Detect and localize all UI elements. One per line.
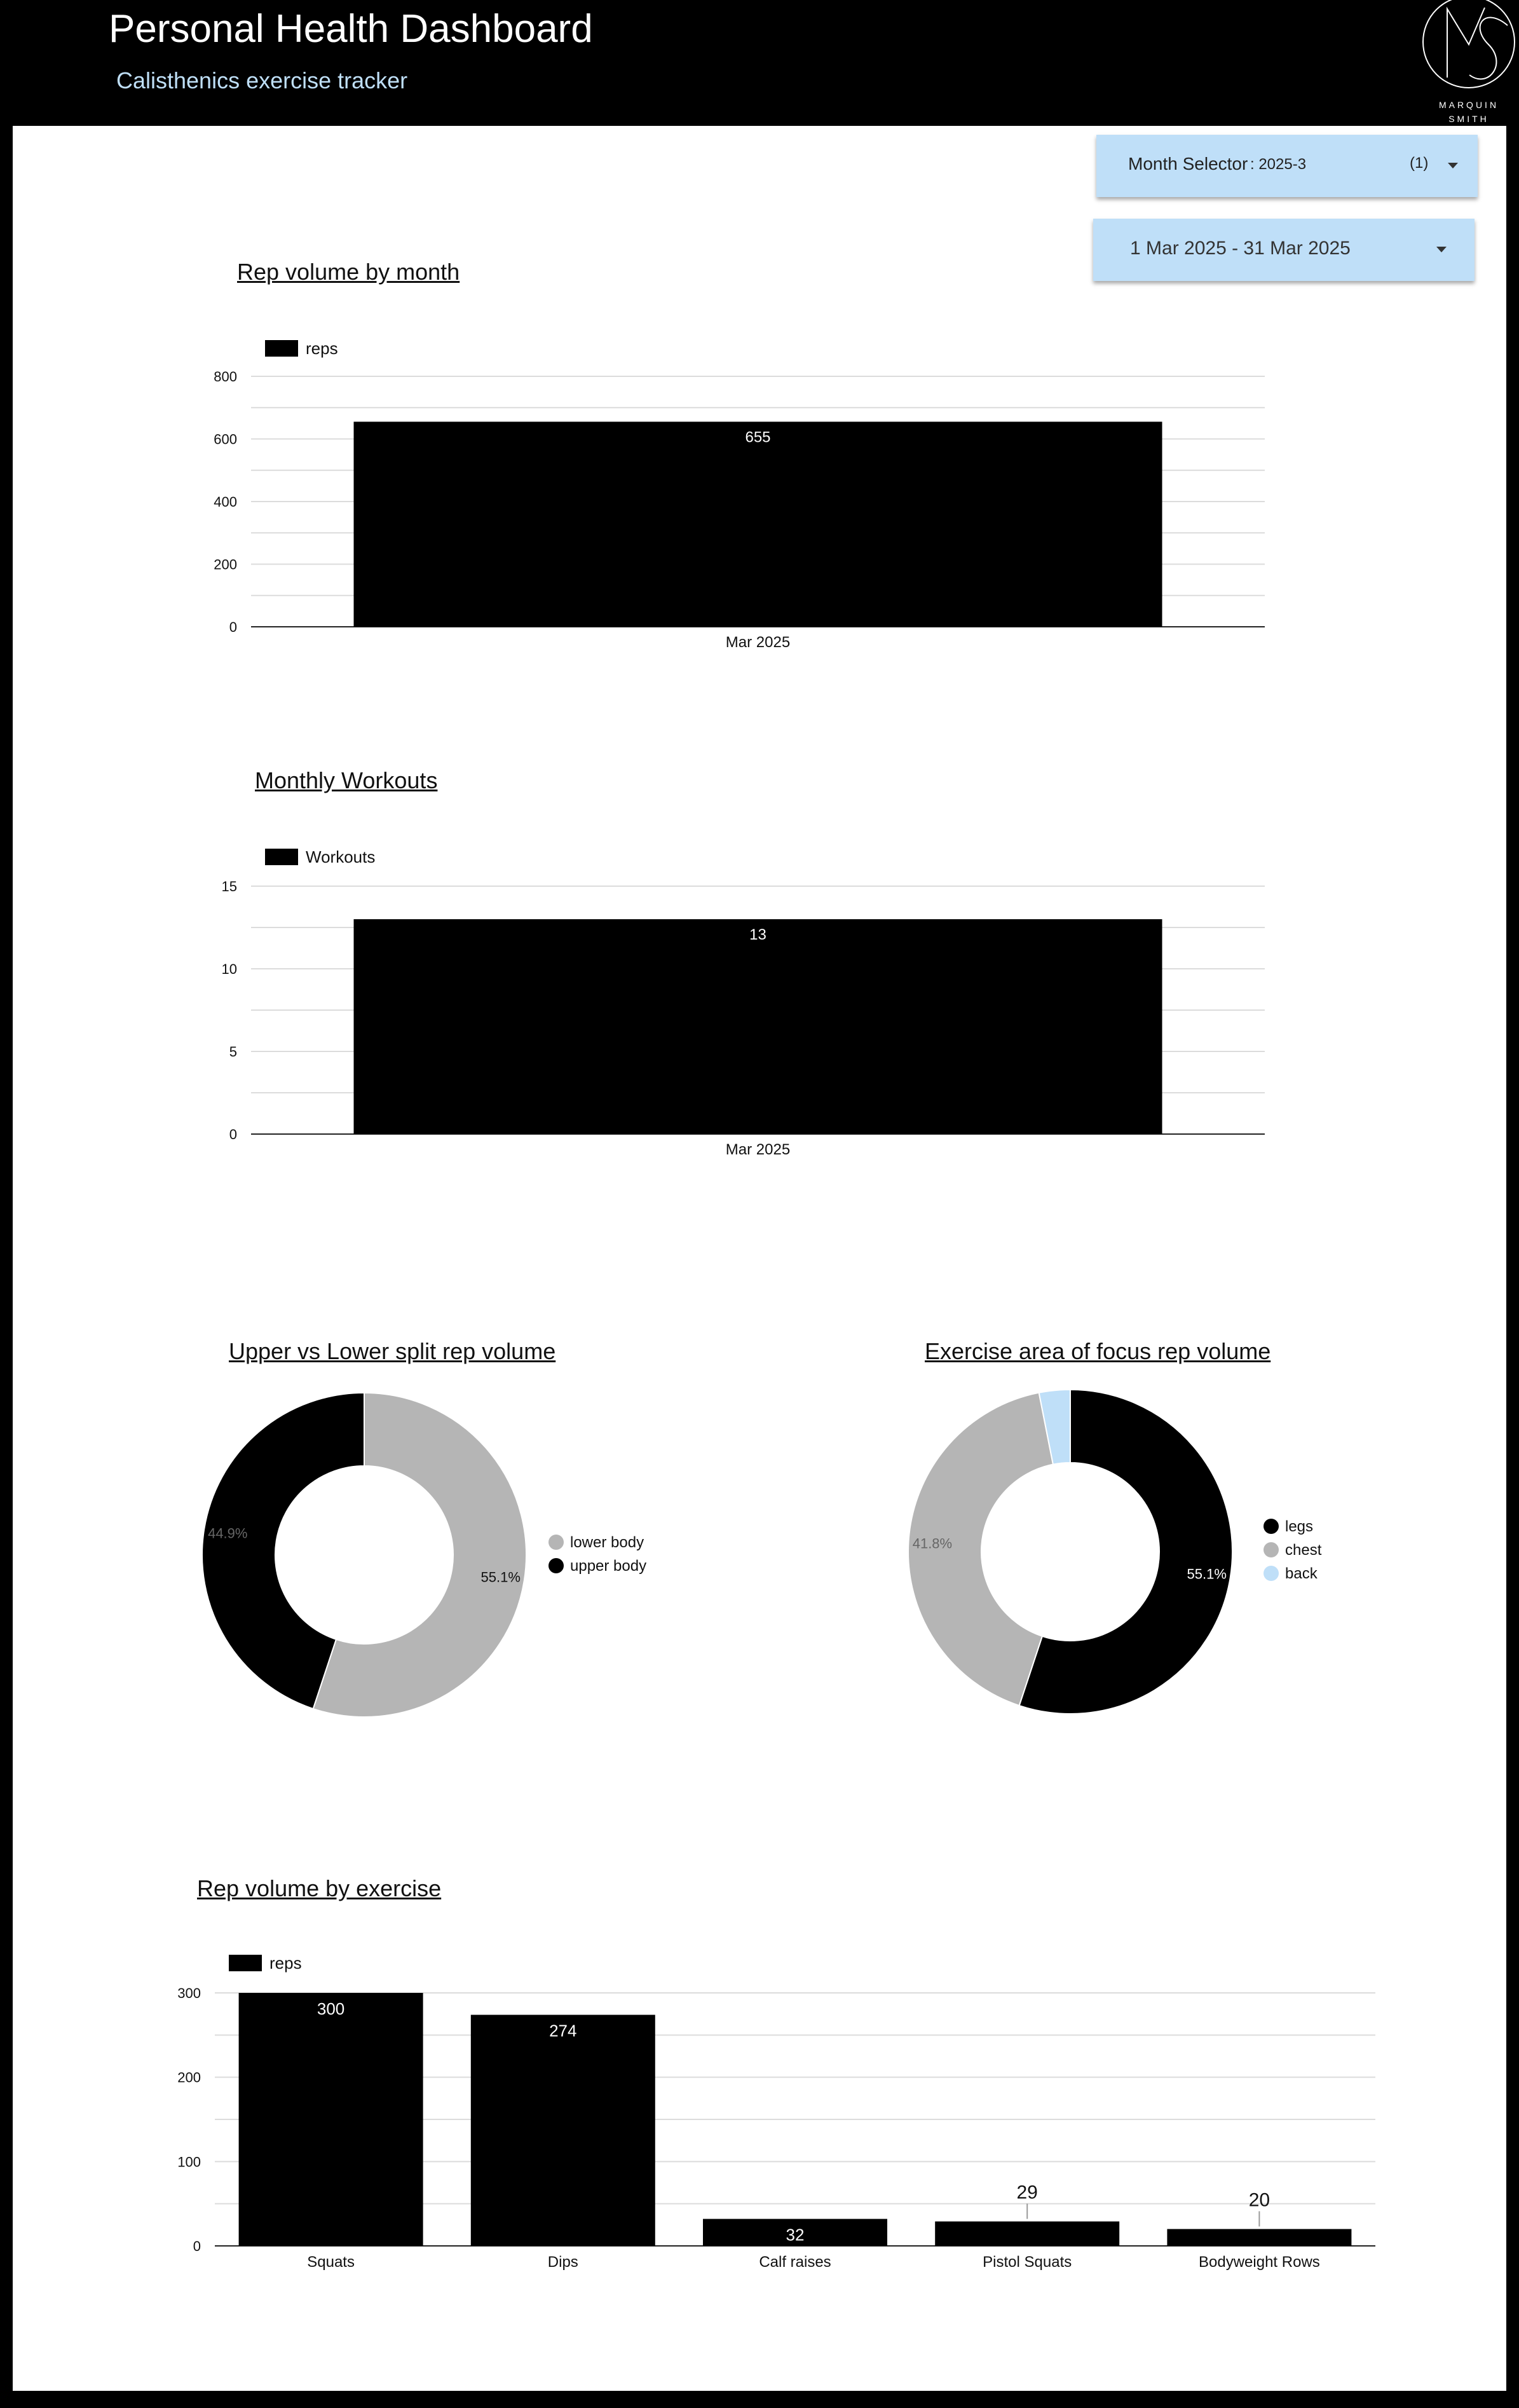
legend-label: upper body bbox=[570, 1557, 647, 1575]
bar-value-label: 29 bbox=[1016, 2182, 1038, 2203]
legend-swatch bbox=[1264, 1542, 1279, 1557]
legend-swatch bbox=[548, 1558, 564, 1573]
chart-title-area-of-focus: Exercise area of focus rep volume bbox=[925, 1338, 1271, 1364]
bar-value-label: 13 bbox=[749, 926, 766, 943]
legend-swatch bbox=[265, 849, 298, 865]
date-range-value: 1 Mar 2025 - 31 Mar 2025 bbox=[1130, 238, 1351, 259]
month-selector-value: : 2025-3 bbox=[1250, 156, 1307, 173]
logo-line-1: MARQUIN bbox=[1438, 100, 1499, 110]
y-tick-label: 0 bbox=[229, 1126, 237, 1142]
y-tick-label: 800 bbox=[214, 369, 237, 385]
x-tick-label: Calf raises bbox=[759, 2254, 831, 2271]
dashboard-header bbox=[0, 0, 1519, 126]
charts-layer bbox=[13, 126, 1506, 2391]
y-tick-label: 200 bbox=[177, 2069, 201, 2086]
chart-title-rep-volume-by-month: Rep volume by month bbox=[237, 259, 460, 285]
x-tick-label: Squats bbox=[307, 2254, 355, 2271]
legend-label: lower body bbox=[570, 1534, 644, 1551]
legend-label: reps bbox=[306, 339, 338, 358]
pie-slice-label: 44.9% bbox=[208, 1525, 248, 1542]
bar-value-label: 655 bbox=[745, 428, 771, 446]
legend-swatch bbox=[1264, 1566, 1279, 1581]
legend-label: back bbox=[1285, 1565, 1318, 1582]
y-tick-label: 200 bbox=[214, 556, 237, 573]
chart-title-upper-vs-lower: Upper vs Lower split rep volume bbox=[229, 1338, 556, 1364]
y-tick-label: 600 bbox=[214, 431, 237, 448]
x-tick-label: Pistol Squats bbox=[983, 2254, 1072, 2271]
x-tick-label: Mar 2025 bbox=[725, 634, 791, 651]
bar-value-label: 274 bbox=[549, 2021, 577, 2041]
legend-label: chest bbox=[1285, 1542, 1322, 1559]
y-tick-label: 0 bbox=[193, 2238, 201, 2254]
y-tick-label: 15 bbox=[221, 879, 237, 894]
y-tick-label: 300 bbox=[177, 1985, 201, 2001]
bar-value-label: 300 bbox=[317, 1999, 345, 2018]
legend-label: reps bbox=[269, 1953, 302, 1973]
chart-title-monthly-workouts: Monthly Workouts bbox=[255, 767, 438, 793]
report-canvas bbox=[13, 126, 1506, 2391]
legend-swatch bbox=[229, 1955, 262, 1971]
legend-swatch bbox=[1264, 1519, 1279, 1534]
bar bbox=[239, 1993, 423, 2246]
bar bbox=[1167, 2229, 1351, 2246]
bar bbox=[471, 2015, 655, 2246]
legend-swatch bbox=[548, 1535, 564, 1550]
month-selector-count: (1) bbox=[1410, 154, 1429, 172]
pie-slice-label: 41.8% bbox=[912, 1535, 953, 1552]
chart-title-rep-volume-by-exercise: Rep volume by exercise bbox=[197, 1875, 442, 1901]
x-tick-label: Mar 2025 bbox=[725, 1141, 791, 1158]
y-tick-label: 400 bbox=[214, 494, 237, 510]
page-title: Personal Health Dashboard bbox=[109, 7, 593, 51]
page-subtitle: Calisthenics exercise tracker bbox=[116, 67, 408, 93]
pie-slice-label: 55.1% bbox=[480, 1569, 521, 1585]
legend-label: Workouts bbox=[306, 847, 376, 866]
brand-logo bbox=[1419, 0, 1519, 126]
logo-line-2: SMITH bbox=[1448, 114, 1489, 124]
y-tick-label: 100 bbox=[177, 2154, 201, 2170]
y-tick-label: 0 bbox=[229, 619, 237, 635]
x-tick-label: Dips bbox=[547, 2254, 578, 2271]
bar bbox=[354, 421, 1162, 627]
bar bbox=[354, 919, 1162, 1134]
bar-value-label: 32 bbox=[786, 2225, 805, 2245]
y-tick-label: 5 bbox=[229, 1044, 237, 1060]
x-tick-label: Bodyweight Rows bbox=[1199, 2254, 1320, 2271]
legend-label: legs bbox=[1285, 1518, 1314, 1535]
y-tick-label: 10 bbox=[221, 961, 237, 977]
legend-swatch bbox=[265, 340, 298, 357]
bar-value-label: 20 bbox=[1248, 2189, 1270, 2211]
pie-slice-label: 55.1% bbox=[1187, 1566, 1227, 1582]
month-selector-label: Month Selector bbox=[1128, 154, 1248, 174]
bar bbox=[935, 2222, 1119, 2246]
